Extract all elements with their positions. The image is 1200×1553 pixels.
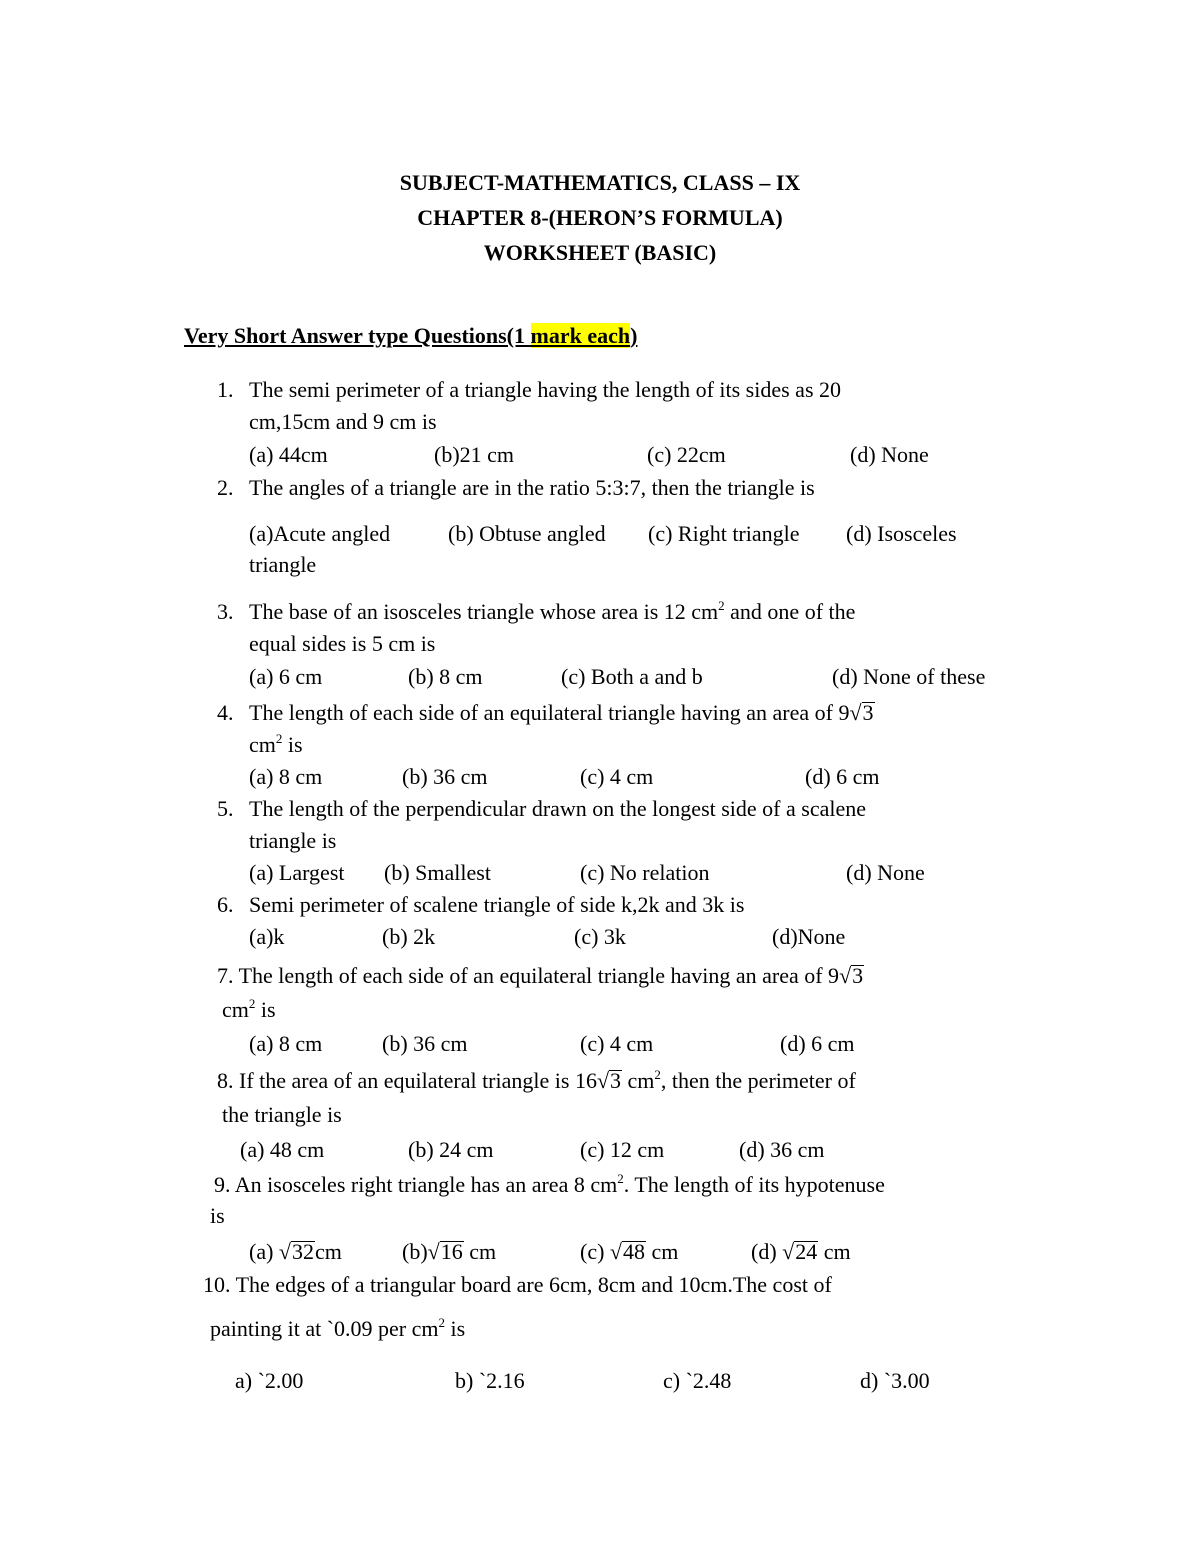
q9-text-line1: [214, 1172, 885, 1198]
q9-b-unit: cm: [463, 1239, 497, 1264]
q1-text-line1: The semi perimeter of a triangle having the length of its sides as 20: [249, 377, 842, 402]
q7-option-b: (b) 36 cm: [382, 1031, 468, 1056]
q1-option-a: (a) 44cm: [249, 442, 328, 467]
q9-c-sqrt: √48: [609, 1239, 645, 1264]
q1-option-d: (d) None: [850, 442, 929, 467]
q9-d-label: (d): [751, 1239, 783, 1264]
q1-number: 1.: [217, 377, 234, 402]
q9-a-label: (a): [249, 1239, 279, 1264]
q2-number: 2.: [217, 475, 234, 500]
heading-close: ): [630, 323, 638, 348]
q8-option-c: (c) 12 cm: [580, 1137, 665, 1162]
q6-option-d: (d)None: [772, 924, 846, 949]
q4-sqrt: √3: [849, 700, 874, 725]
q8-sqrt: √3: [596, 1068, 622, 1093]
q2-option-c: (c) Right triangle: [648, 521, 800, 546]
q1-text-line2: cm,15cm and 9 cm is: [249, 409, 437, 434]
q8-option-d: (d) 36 cm: [739, 1137, 825, 1162]
q9-c-label: (c): [580, 1239, 610, 1264]
q9-a-unit: cm: [315, 1239, 342, 1264]
q5-option-a: (a) Largest: [249, 860, 345, 885]
q9-option-a: [249, 1239, 342, 1265]
q3-option-a: (a) 6 cm: [249, 664, 323, 689]
q10-text-b: is: [445, 1316, 466, 1341]
q4-option-a: (a) 8 cm: [249, 764, 323, 789]
q10-option-c: c) `2.48: [663, 1368, 732, 1393]
q1-option-b: (b)21 cm: [434, 442, 515, 467]
q5-option-c: (c) No relation: [580, 860, 710, 885]
q6-option-a: (a)k: [249, 924, 285, 949]
q7-is: is: [255, 997, 276, 1022]
q5-text-line1: The length of the perpendicular drawn on the longest side of a scalene: [249, 796, 866, 821]
q3-option-b: (b) 8 cm: [408, 664, 483, 689]
q8-text-line2: the triangle is: [222, 1102, 342, 1127]
q7-text: 7. The length of each side of an equilateral triangle having an area of 9: [217, 963, 840, 988]
q3-text-line2: equal sides is 5 cm is: [249, 631, 436, 656]
q3-sup: 2: [718, 598, 725, 613]
subject-title: SUBJECT-MATHEMATICS, CLASS – IX: [399, 170, 801, 195]
q8-text-a: 8. If the area of an equilateral triangle is 16: [217, 1068, 597, 1093]
q4-text: The length of each side of an equilateral triangle having an area of 9: [249, 700, 850, 725]
q8-option-a: (a) 48 cm: [240, 1137, 325, 1162]
q2-option-d: (d) Isosceles: [846, 521, 957, 546]
q9-sup: 2: [617, 1171, 624, 1186]
q10-sup: 2: [438, 1315, 445, 1330]
q9-option-c: [580, 1239, 678, 1265]
q9-b-sqrt: √16: [427, 1239, 463, 1264]
q5-option-d: (d) None: [846, 860, 925, 885]
q7-sup: 2: [248, 996, 256, 1011]
q9-text-line2: is: [210, 1203, 225, 1228]
q10-text-line1: 10. The edges of a triangular board are 6cm, 8cm and 10cm.The cost of: [203, 1272, 832, 1297]
q4-sup: 2: [275, 731, 283, 746]
q6-number: 6.: [217, 892, 234, 917]
q9-b-label: (b): [402, 1239, 428, 1264]
section-heading: [184, 323, 637, 349]
q10-text-a: painting it at `0.09 per cm: [210, 1316, 439, 1341]
q5-number: 5.: [217, 796, 234, 821]
q9-text-b: . The length of its hypotenuse: [623, 1172, 885, 1197]
q9-d-radicand: 24: [795, 1239, 818, 1264]
q9-c-radicand: 48: [623, 1239, 645, 1264]
heading-text: Very Short Answer type Questions(1: [184, 323, 531, 348]
q9-d-unit: cm: [818, 1239, 851, 1264]
q7-text-line2: [222, 997, 276, 1023]
q9-a-sqrt: √32: [278, 1239, 314, 1264]
chapter-title: CHAPTER 8-(HERON’S FORMULA): [417, 205, 783, 230]
q7-unit: cm: [222, 997, 249, 1022]
q9-text-a: 9. An isosceles right triangle has an area 8 cm: [214, 1172, 618, 1197]
q7-radicand: 3: [852, 963, 864, 988]
q7-option-a: (a) 8 cm: [249, 1031, 323, 1056]
q6-text-line1: Semi perimeter of scalene triangle of side k,2k and 3k is: [249, 892, 745, 917]
q9-c-unit: cm: [646, 1239, 679, 1264]
q2-text-line1: The angles of a triangle are in the ratio 5:3:7, then the triangle is: [249, 475, 815, 500]
q8-text-line1: [217, 1068, 856, 1094]
q10-text-line2: [210, 1316, 465, 1342]
q4-option-d: (d) 6 cm: [805, 764, 880, 789]
q8-option-b: (b) 24 cm: [408, 1137, 494, 1162]
q3-number: 3.: [217, 599, 234, 624]
q4-number: 4.: [217, 700, 234, 725]
q3-option-d: (d) None of these: [832, 664, 986, 689]
q4-text-line2: [249, 732, 303, 758]
q10-option-b: b) `2.16: [455, 1368, 525, 1393]
q4-option-b: (b) 36 cm: [402, 764, 488, 789]
q3-text-line1: [249, 599, 855, 625]
q8-unit: cm: [622, 1068, 655, 1093]
q1-option-c: (c) 22cm: [647, 442, 726, 467]
q9-option-d: [751, 1239, 851, 1265]
q9-option-b: [402, 1239, 496, 1265]
q4-radicand: 3: [862, 700, 874, 725]
q2-option-b: (b) Obtuse angled: [448, 521, 606, 546]
q4-option-c: (c) 4 cm: [580, 764, 654, 789]
q8-radicand: 3: [610, 1068, 622, 1093]
q3-text-a: The base of an isosceles triangle whose area is 12 cm: [249, 599, 719, 624]
q10-option-d: d) `3.00: [860, 1368, 930, 1393]
q2-option-a: (a)Acute angled: [249, 521, 391, 546]
q7-sqrt: √3: [839, 963, 864, 988]
q7-option-d: (d) 6 cm: [780, 1031, 855, 1056]
q9-d-sqrt: √24: [782, 1239, 818, 1264]
q9-b-radicand: 16: [440, 1239, 463, 1264]
q5-option-b: (b) Smallest: [384, 860, 491, 885]
q8-text-c: , then the perimeter of: [660, 1068, 856, 1093]
q7-text-line1: [217, 963, 864, 989]
worksheet-title: WORKSHEET (BASIC): [483, 240, 717, 265]
q8-sup: 2: [654, 1067, 661, 1082]
q5-text-line2: triangle is: [249, 828, 337, 853]
q4-unit: cm: [249, 732, 276, 757]
q2-option-d-cont: triangle: [249, 552, 317, 577]
q3-option-c: (c) Both a and b: [561, 664, 703, 689]
q7-option-c: (c) 4 cm: [580, 1031, 654, 1056]
heading-highlight: mark each: [530, 323, 631, 348]
q6-option-c: (c) 3k: [574, 924, 626, 949]
q4-text-line1: [249, 700, 875, 726]
q9-a-radicand: 32: [292, 1239, 314, 1264]
q4-is: is: [282, 732, 303, 757]
q10-option-a: a) `2.00: [235, 1368, 304, 1393]
q6-option-b: (b) 2k: [382, 924, 436, 949]
q3-text-b: and one of the: [724, 599, 856, 624]
